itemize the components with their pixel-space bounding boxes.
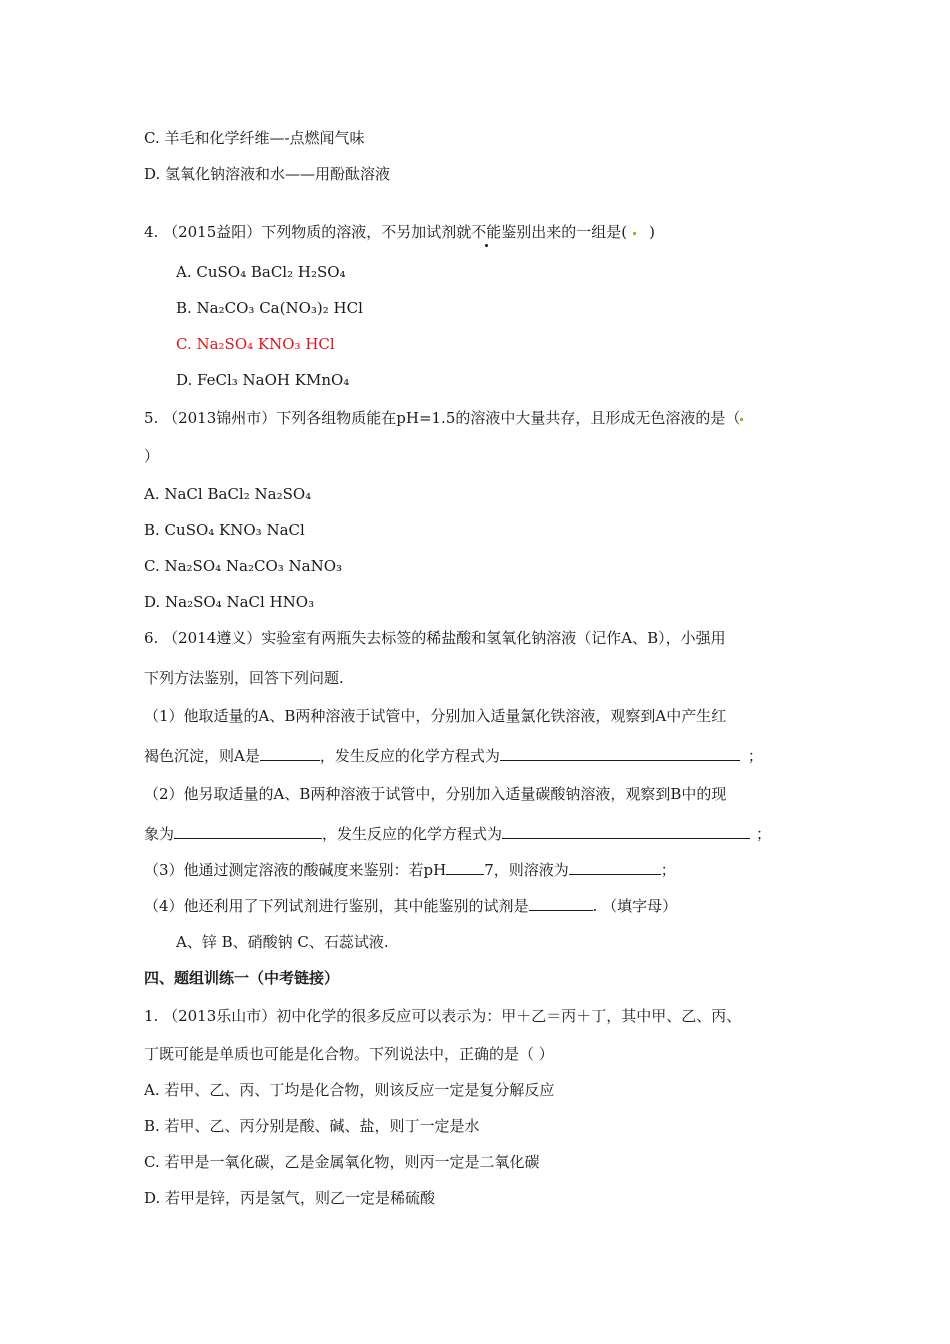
q4-option-c-answer: C. Na₂SO₄ KNO₃ HCl (176, 335, 335, 353)
green-dot-mark (633, 232, 636, 235)
q5-option-c: C. Na₂SO₄ Na₂CO₃ NaNO₃ (144, 557, 343, 575)
question-5-close: ） (144, 447, 160, 465)
answer-blank[interactable] (446, 860, 484, 875)
question-5-text: 5. （2013锦州市）下列各组物质能在pH=1.5的溶液中大量共存，且形成无色溶液的是（ (144, 409, 741, 427)
q6-part-3-label: （3）他通过测定溶液的酸碱度来鉴别：若pH (144, 861, 447, 879)
q6-part-2-equation-label: ，发生反应的化学方程式为 (322, 825, 503, 843)
s4-question-1-cont: 丁既可能是单质也可能是化合物。下列说法中，正确的是（ ） (144, 1045, 554, 1063)
q4-option-d: D. FeCl₃ NaOH KMnO₄ (176, 371, 350, 389)
question-4-text-c: 鉴别出来的一组是( (501, 223, 628, 241)
q5-option-d: D. Na₂SO₄ NaCl HNO₃ (144, 593, 315, 611)
q4-option-b: B. Na₂CO₃ Ca(NO₃)₂ HCl (176, 299, 363, 317)
answer-blank[interactable] (502, 824, 750, 839)
q6-part-2: （2）他另取适量的A、B两种溶液于试管中，分别加入适量碳酸钠溶液，观察到B中的现 (144, 785, 727, 803)
question-4-text-a: 4. （2015益阳）下列物质的溶液，不另加试剂就 (144, 223, 472, 241)
q6-part-4-end: . （填字母） (592, 897, 678, 915)
s4-option-b: B. 若甲、乙、丙分别是酸、碱、盐，则丁一定是水 (144, 1117, 480, 1135)
q5-option-a: A. NaCl BaCl₂ Na₂SO₄ (144, 485, 312, 503)
q6-part-1-cont (144, 746, 763, 766)
answer-blank[interactable] (260, 746, 320, 761)
s4-option-a: A. 若甲、乙、丙、丁均是化合物，则该反应一定是复分解反应 (144, 1081, 555, 1099)
q6-part-4 (144, 896, 677, 916)
q6-part-3 (144, 860, 676, 880)
question-4-text-d: ) (649, 223, 655, 241)
option-c-wool: C. 羊毛和化学纤维—-点燃闻气味 (144, 129, 365, 147)
answer-blank[interactable] (500, 746, 740, 761)
question-4-answer-space (627, 222, 649, 242)
section-heading: 四、题组训练一（中考链接） (144, 969, 340, 987)
question-6: 6. （2014遵义）实验室有两瓶失去标签的稀盐酸和氢氧化钠溶液（记作A、B），小强用 (144, 629, 726, 647)
answer-blank[interactable] (174, 824, 322, 839)
question-6-cont: 下列方法鉴别，回答下列问题. (144, 669, 344, 687)
s4-option-d: D. 若甲是锌，丙是氢气，则乙一定是稀硫酸 (144, 1189, 436, 1207)
q6-part-1-label: 褐色沉淀，则A是 (144, 747, 260, 765)
q6-part-3-mid: 7，则溶液为 (484, 861, 569, 879)
q5-option-b: B. CuSO₄ KNO₃ NaCl (144, 521, 305, 539)
q6-part-2-label: 象为 (144, 825, 175, 843)
s4-question-1: 1. （2013乐山市）初中化学的很多反应可以表示为：甲＋乙＝丙＋丁，其中甲、乙、丙、 (144, 1007, 742, 1025)
s4-option-c: C. 若甲是一氧化碳，乙是金属氧化物，则丙一定是二氧化碳 (144, 1153, 540, 1171)
q6-part-3-end: ； (660, 861, 676, 879)
answer-blank[interactable] (569, 860, 661, 875)
answer-blank[interactable] (529, 896, 593, 911)
q6-part-1-equation-label: ，发生反应的化学方程式为 (319, 747, 500, 765)
question-4 (144, 222, 655, 242)
question-5 (144, 408, 743, 428)
green-dot-mark (740, 418, 743, 421)
q6-part-2-cont (144, 824, 771, 844)
q6-part-4-label: （4）他还利用了下列试剂进行鉴别，其中能鉴别的试剂是 (144, 897, 529, 915)
q6-part-1: （1）他取适量的A、B两种溶液于试管中，分别加入适量氯化铁溶液，观察到A中产生红 (144, 707, 727, 725)
option-d-naoh: D. 氢氧化钠溶液和水——用酚酞溶液 (144, 165, 391, 183)
q4-option-a: A. CuSO₄ BaCl₂ H₂SO₄ (176, 263, 346, 281)
q6-part-1-end: ； (747, 747, 763, 765)
q6-part-4-options: A、锌 B、硝酸钠 C、石蕊试液. (176, 933, 389, 951)
q6-part-2-end: ； (756, 825, 772, 843)
question-4-emphasis: 不能 (471, 223, 502, 241)
